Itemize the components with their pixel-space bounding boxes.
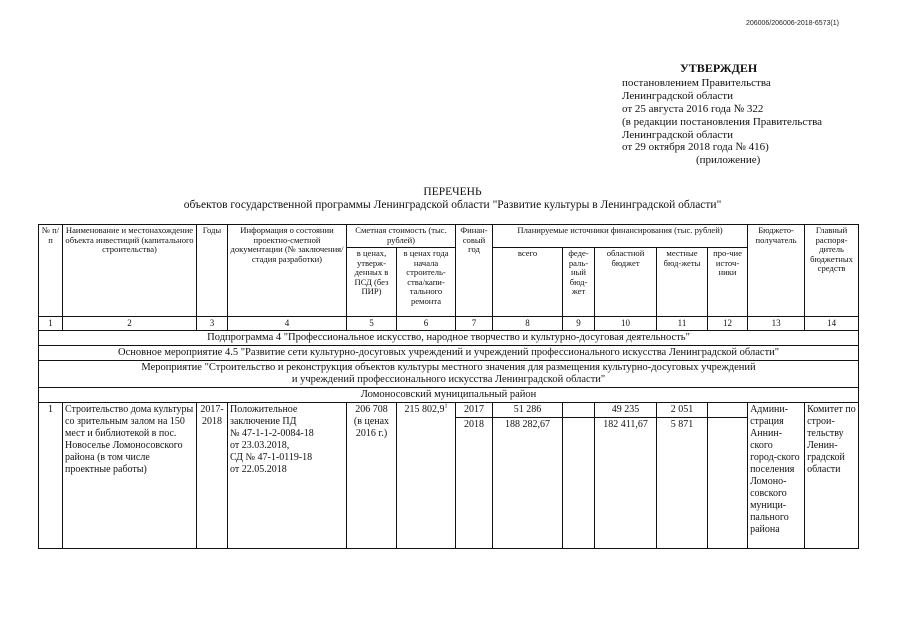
header-num: № п/п — [39, 225, 63, 317]
column-number-row — [39, 317, 859, 331]
object-name: Строительство дома культуры со зрительным залом на 150 мест и библиотекой в пос. Новоселье Ломоносовского района (в том числе проектные работы) — [63, 403, 197, 549]
document-title: ПЕРЕЧЕНЬ — [423, 186, 482, 198]
psd-info-line: Положительное — [230, 404, 298, 415]
psd-info-line: от 23.03.2018, — [230, 440, 290, 451]
approval-line: постановлением Правительства — [622, 76, 771, 89]
header-sources-group: Планируемые источники финансирования (тыс. рублей) — [493, 225, 748, 248]
object-years: 2017-2018 — [197, 403, 228, 549]
subprogram-row — [39, 331, 859, 346]
approval-line: (в редакции постановления Правительства — [622, 115, 823, 128]
main-event-title: Основное мероприятие 4.5 "Развитие сети культурно-досуговых учреждений и учреждений профессионального искусства Ленинградской области" — [39, 346, 859, 361]
recipient: Админи-страция Аннин-ского город-ского поселения Ломоно-совского муници-пального района — [748, 403, 805, 549]
fin-other — [708, 418, 748, 549]
document-id: 206006/206006-2018-6573(1) — [745, 20, 839, 27]
column-number: 13 — [748, 317, 805, 331]
psd-info-line: заключение ПД — [230, 416, 297, 427]
column-number: 3 — [197, 317, 228, 331]
manager: Комитет по строи-тельству Ленин-градской области — [805, 403, 859, 549]
fin-federal — [563, 418, 595, 549]
approval-appendix: (приложение) — [696, 154, 761, 167]
cost-start — [397, 403, 456, 549]
header-name: Наименование и местонахождение объекта инвестиций (капитального строительства) — [63, 225, 197, 317]
header-psd-info: Информация о состоянии проектно-сметной документации (№ заключения/ стадия разработки) — [228, 225, 347, 317]
table-header-row — [39, 225, 859, 248]
cost-start-footnote: 1 — [444, 403, 448, 410]
column-number: 11 — [657, 317, 708, 331]
cost-psd — [347, 403, 397, 549]
fin-year: 2018 — [456, 418, 493, 549]
header-regional: областной бюджет — [595, 248, 657, 317]
psd-info-line: № 47-1-1-2-0084-18 — [230, 428, 314, 439]
cost-psd-value: 206 708 — [355, 404, 388, 415]
psd-info-line: СД № 47-1-0119-18 — [230, 452, 313, 463]
column-number: 7 — [456, 317, 493, 331]
fin-other — [708, 403, 748, 418]
column-number: 2 — [63, 317, 197, 331]
fin-local: 2 051 — [657, 403, 708, 418]
header-federal: феде-раль-ный бюд-жет — [563, 248, 595, 317]
event-title-line: Мероприятие "Строительство и реконструкция объектов культуры местного значения для размещения культурно-досуговых учреждений — [141, 362, 756, 373]
approval-title: УТВЕРЖДЕН — [680, 61, 758, 75]
fin-year: 2017 — [456, 403, 493, 418]
cost-psd-note: (в ценах 2016 г.) — [353, 416, 390, 439]
fin-regional: 49 235 — [595, 403, 657, 418]
fin-total: 51 286 — [493, 403, 563, 418]
column-number: 14 — [805, 317, 859, 331]
header-cost-group: Сметная стоимость (тыс. рублей) — [347, 225, 456, 248]
column-number: 9 — [563, 317, 595, 331]
cost-start-value: 215 802,9 — [404, 404, 445, 415]
header-cost-start: в ценах года начала строитель-ства/капи-тального ремонта — [397, 248, 456, 317]
objects-table — [38, 224, 859, 549]
column-number: 6 — [397, 317, 456, 331]
fin-total: 188 282,67 — [493, 418, 563, 549]
header-cost-psd: в ценах, утверж-денных в ПСД (без ПИР) — [347, 248, 397, 317]
approval-line: от 29 октября 2018 года № 416) — [622, 141, 769, 154]
fin-local: 5 871 — [657, 418, 708, 549]
column-number: 4 — [228, 317, 347, 331]
approval-stamp — [622, 62, 872, 167]
column-number: 5 — [347, 317, 397, 331]
document-subtitle: объектов государственной программы Ленинградской области "Развитие культуры в Ленинградской области" — [183, 199, 722, 211]
district-title: Ломоносовский муниципальный район — [39, 388, 859, 403]
fin-federal — [563, 403, 595, 418]
table-row — [39, 403, 859, 418]
column-number: 1 — [39, 317, 63, 331]
approval-line: от 25 августа 2016 года № 322 — [622, 102, 764, 115]
psd-info — [228, 403, 347, 549]
approval-line: Ленинградской области — [622, 128, 733, 141]
column-number: 8 — [493, 317, 563, 331]
header-fin-year: Финан-совый год — [456, 225, 493, 317]
header-recipient: Бюджето-получатель — [748, 225, 805, 317]
event-title-line: и учреждений профессионального искусства Ленинградской области" — [291, 374, 606, 385]
header-total: всего — [493, 248, 563, 317]
header-local: местные бюд-жеты — [657, 248, 708, 317]
district-row — [39, 388, 859, 403]
approval-line: Ленинградской области — [622, 89, 733, 102]
fin-regional: 182 411,67 — [595, 418, 657, 549]
main-event-row — [39, 346, 859, 361]
column-number: 12 — [708, 317, 748, 331]
row-num: 1 — [39, 403, 63, 549]
event-title — [39, 361, 859, 388]
column-number: 10 — [595, 317, 657, 331]
header-manager: Главный распоря-дитель бюджетных средств — [805, 225, 859, 317]
subprogram-title: Подпрограмма 4 "Профессиональное искусство, народное творчество и культурно-досуговая деятельность" — [39, 331, 859, 346]
header-other: про-чие источ-ники — [708, 248, 748, 317]
psd-info-line: от 22.05.2018 — [230, 464, 287, 475]
header-years: Годы — [197, 225, 228, 317]
event-row — [39, 361, 859, 388]
